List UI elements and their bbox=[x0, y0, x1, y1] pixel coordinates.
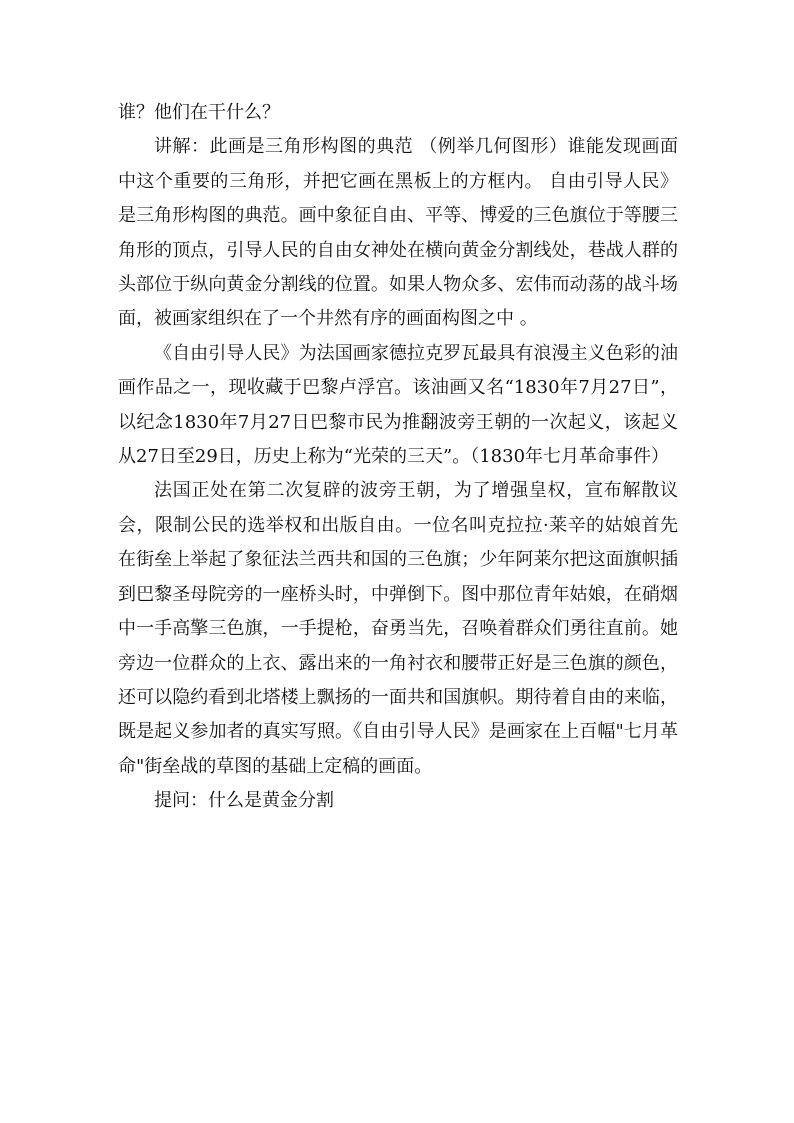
document-page bbox=[118, 96, 678, 819]
paragraph-question-golden-ratio: 提问：什么是黄金分割 bbox=[154, 790, 334, 812]
paragraph-painting-intro: 《自由引导人民》为法国画家德拉克罗瓦最具有浪漫主义色彩的油画作品之一，现收藏于巴黎卢浮宫。该油画又名“1830年7月27日”，以纪念1830年7月27日巴黎市民为推翻波旁王朝的一次起义，该起义从27日至29日，历史上称为“光荣的三天”。（1830年七月革命事件） bbox=[118, 342, 678, 468]
paragraph-historical-background: 法国正处在第二次复辟的波旁王朝，为了增强皇权，宣布解散议会，限制公民的选举权和出版自由。一位名叫克拉拉·莱辛的姑娘首先在街垒上举起了象征法兰西共和国的三色旗；少年阿莱尔把这面旗帜插到巴黎圣母院旁的一座桥头时，中弹倒下。图中那位青年姑娘，在硝烟中一手高擎三色旗，一手提枪，奋勇当先，召唤着群众们勇往直前。她旁边一位群众的上衣、露出来的一角衬衣和腰带正好是三色旗的颜色，还可以隐约看到北塔楼上飘扬的一面共和国旗帜。期待着自由的来临，既是起义参加者的真实写照。《自由引导人民》是画家在上百幅"七月革命"街垒战的草图的基础上定稿的画面。 bbox=[118, 480, 678, 777]
paragraph-question-continuation: 谁？他们在干什么？ bbox=[118, 102, 280, 123]
paragraph-explanation: 讲解：此画是三角形构图的典范 （例举几何图形）谁能发现画面中这个重要的三角形，并把它画在黑板上的方框内。 自由引导人民》是三角形构图的典范。画中象征自由、平等、博爱的三色旗位于等腰三角形的顶点，引导人民的自由女神处在横向黄金分割线处，巷战人群的头部位于纵向黄金分割线的位置。如果人物众多、宏伟而动荡的战斗场面，被画家组织在了一个井然有序的画面构图之中 。 bbox=[118, 136, 678, 330]
